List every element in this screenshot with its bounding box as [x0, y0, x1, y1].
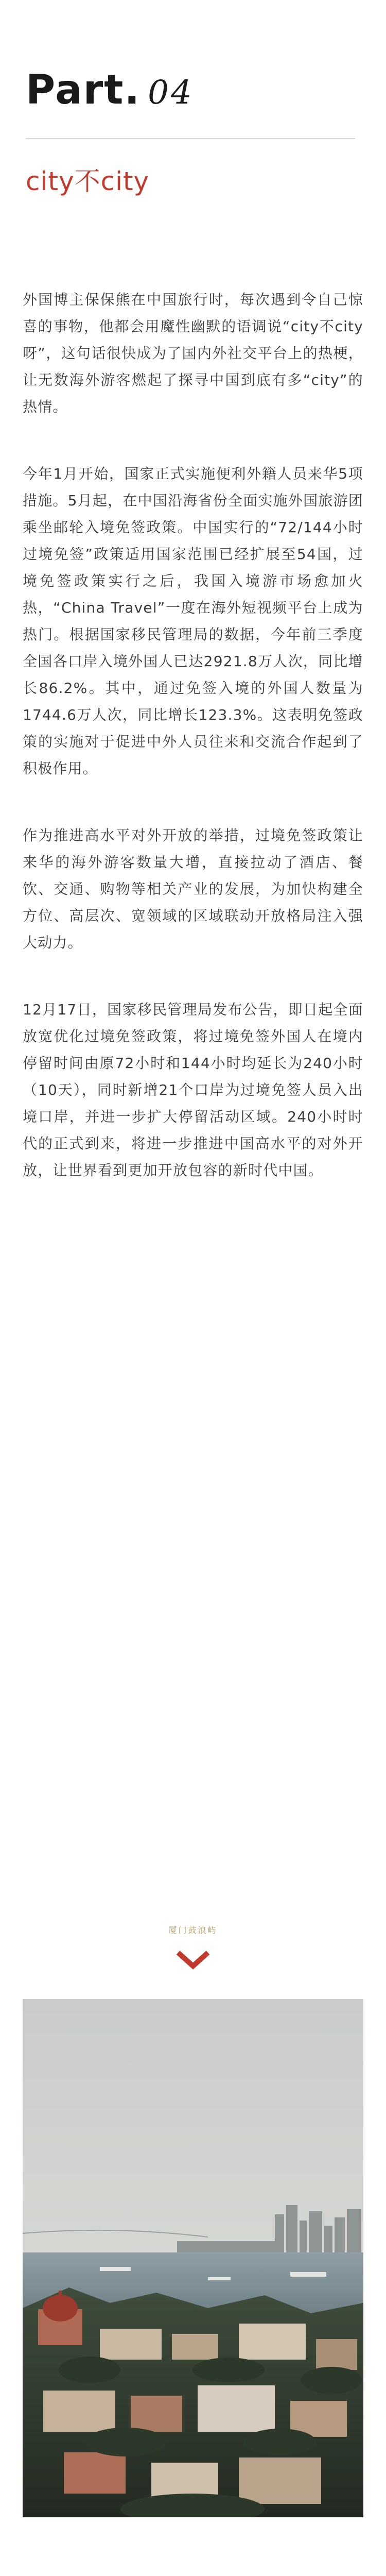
part-header	[26, 67, 194, 113]
section-title: city不city	[26, 166, 150, 196]
header-divider	[26, 138, 355, 139]
gulangyu-photo	[23, 1999, 363, 2517]
chevron-down-icon	[175, 1948, 211, 1972]
part-number: 04	[148, 74, 194, 112]
coastal-city-illustration	[23, 1999, 363, 2517]
article-body	[23, 286, 363, 1224]
paragraph: 12月17日，国家移民管理局发布公告，即日起全面放宽优化过境免签政策，将过境免签外国人在境内停留时间由原72小时和144小时均延长为240小时（10天），同时新增21个口岸为过境免签人员入出境口岸，并进一步扩大停留活动区域。240小时时代的正式到来，将进一步推进中国高水平的对外开放，让世界看到更加开放包容的新时代中国。	[23, 1001, 363, 1179]
paragraph: 今年1月开始，国家正式实施便利外籍人员来华5项措施。5月起，在中国沿海省份全面实施外国旅游团乘坐邮轮入境免签政策。中国实行的“72/144小时过境免签”政策适用国家范围已经扩展至54国，过境免签政策实行之后，我国入境游市场愈加火热，“China Travel”一度在海外短视频平台上成为热门。根据国家移民管理局的数据，今年前三季度全国各口岸入境外国人已达2921.8万人次，同比增长86.2%。其中，通过免签入境的外国人数量为1744.6万人次，同比增长123.3%。这表明免签政策的实施对于促进中外人员往来和交流合作起到了积极作用。	[23, 465, 363, 777]
part-label: Part.	[26, 67, 141, 113]
paragraph: 外国博主保保熊在中国旅行时，每次遇到令自己惊喜的事物，他都会用魔性幽默的语调说“city不city呀”，这句话很快成为了国内外社交平台上的热梗，让无数海外游客燃起了探寻中国到底有多“city”的热情。	[23, 291, 363, 415]
paragraph: 作为推进高水平对外开放的举措，过境免签政策让来华的海外游客数量大增，直接拉动了酒店、餐饮、交通、购物等相关产业的发展，为加快构建全方位、高层次、宽领域的区域联动开放格局注入强大动力。	[23, 827, 363, 951]
photo-caption: 厦门鼓浪屿	[168, 1925, 218, 1935]
